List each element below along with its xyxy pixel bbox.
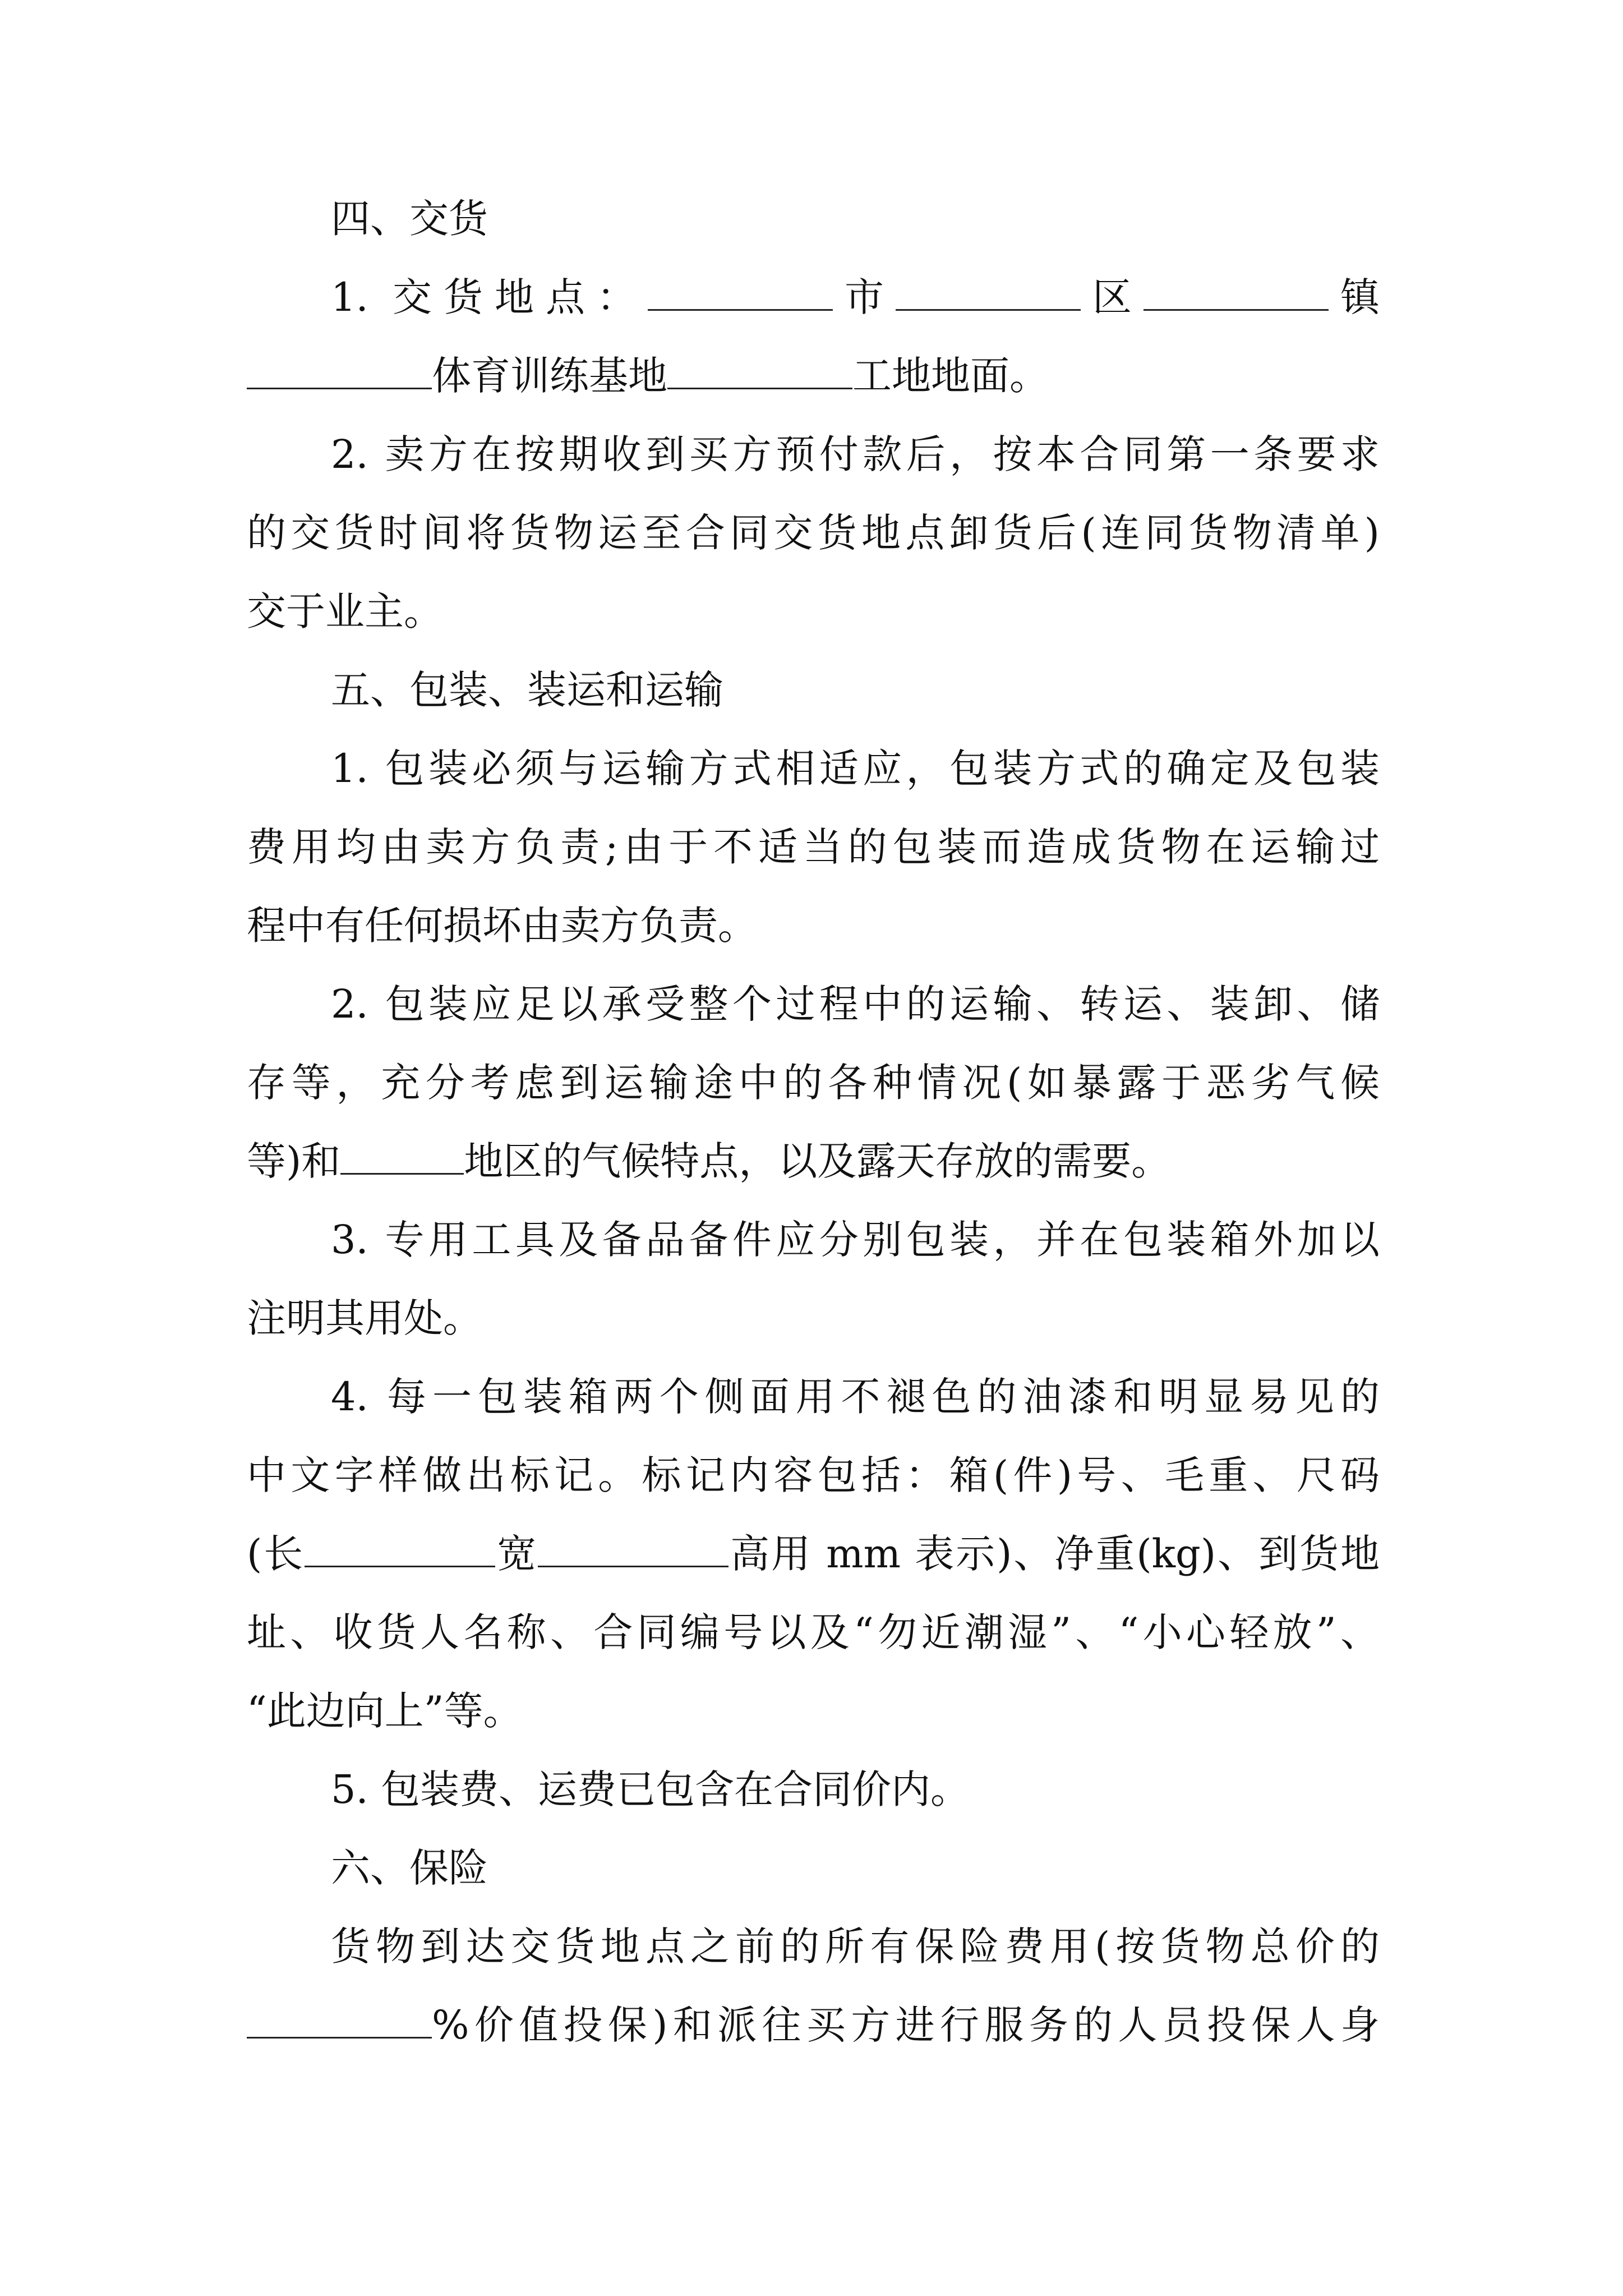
paragraph-line: 注明其用处。 xyxy=(247,1295,482,1341)
paragraph-line: 货物到达交货地点之前的所有保险费用(按货物总价的 xyxy=(331,1924,1380,1970)
delivery-location-label: 1. 交货地点： xyxy=(331,274,648,320)
site-blank xyxy=(667,353,852,389)
paragraph-line: 费用均由卖方负责;由于不适当的包装而造成货物在运输过 xyxy=(247,824,1380,870)
length-blank xyxy=(305,1531,495,1567)
paragraph-line: (长 宽 高用 mm 表示)、净重(kg)、到货地 xyxy=(247,1531,1380,1577)
insurance-percent-blank xyxy=(247,2002,432,2039)
city-blank xyxy=(648,274,833,311)
section-heading-delivery: 四、交货 xyxy=(331,196,488,242)
paragraph-line: 2. 包装应足以承受整个过程中的运输、转运、装卸、储 xyxy=(331,981,1380,1027)
paragraph-line: %价值投保)和派往买方进行服务的人员投保人身 xyxy=(247,1997,1380,2053)
paragraph-line: 等)和 地区的气候特点，以及露天存放的需要。 xyxy=(247,1138,1171,1184)
section-heading-insurance: 六、保险 xyxy=(331,1845,488,1891)
city-label: 市 xyxy=(833,274,896,320)
paragraph-line: 5. 包装费、运费已包含在合同价内。 xyxy=(331,1766,970,1812)
paragraph-line: 交于业主。 xyxy=(247,588,443,634)
site-label: 工地地面。 xyxy=(852,353,1049,399)
paragraph-line: 程中有任何损坏由卖方负责。 xyxy=(247,903,757,949)
district-blank xyxy=(896,274,1081,311)
section-heading-packaging: 五、包装、装运和运输 xyxy=(331,667,723,713)
base-label: 体育训练基地 xyxy=(432,353,667,399)
width-blank xyxy=(538,1531,728,1567)
paragraph-line: 4. 每一包装箱两个侧面用不褪色的油漆和明显易见的 xyxy=(331,1374,1380,1420)
delivery-location-line xyxy=(247,269,1380,325)
town-label: 镇 xyxy=(1329,274,1380,320)
venue-blank xyxy=(247,353,432,389)
delivery-location-line-2 xyxy=(247,348,1380,404)
paragraph-line: 中文字样做出标记。标记内容包括：箱(件)号、毛重、尺码 xyxy=(247,1452,1380,1498)
paragraph-line: 存等，充分考虑到运输途中的各种情况(如暴露于恶劣气候 xyxy=(247,1060,1380,1106)
paragraph-line: 的交货时间将货物运至合同交货地点卸货后(连同货物清单) xyxy=(247,510,1380,556)
region-blank xyxy=(340,1138,464,1175)
paragraph-line: “此边向上”等。 xyxy=(247,1688,523,1734)
paragraph-line: 2. 卖方在按期收到买方预付款后，按本合同第一条要求 xyxy=(331,431,1380,477)
paragraph-line: 址、收货人名称、合同编号以及“勿近潮湿”、“小心轻放”、 xyxy=(247,1609,1380,1655)
paragraph-line: 3. 专用工具及备品备件应分别包装，并在包装箱外加以 xyxy=(331,1217,1380,1263)
town-blank xyxy=(1144,274,1329,311)
district-label: 区 xyxy=(1081,274,1144,320)
paragraph-line: 1. 包装必须与运输方式相适应，包装方式的确定及包装 xyxy=(331,746,1380,792)
